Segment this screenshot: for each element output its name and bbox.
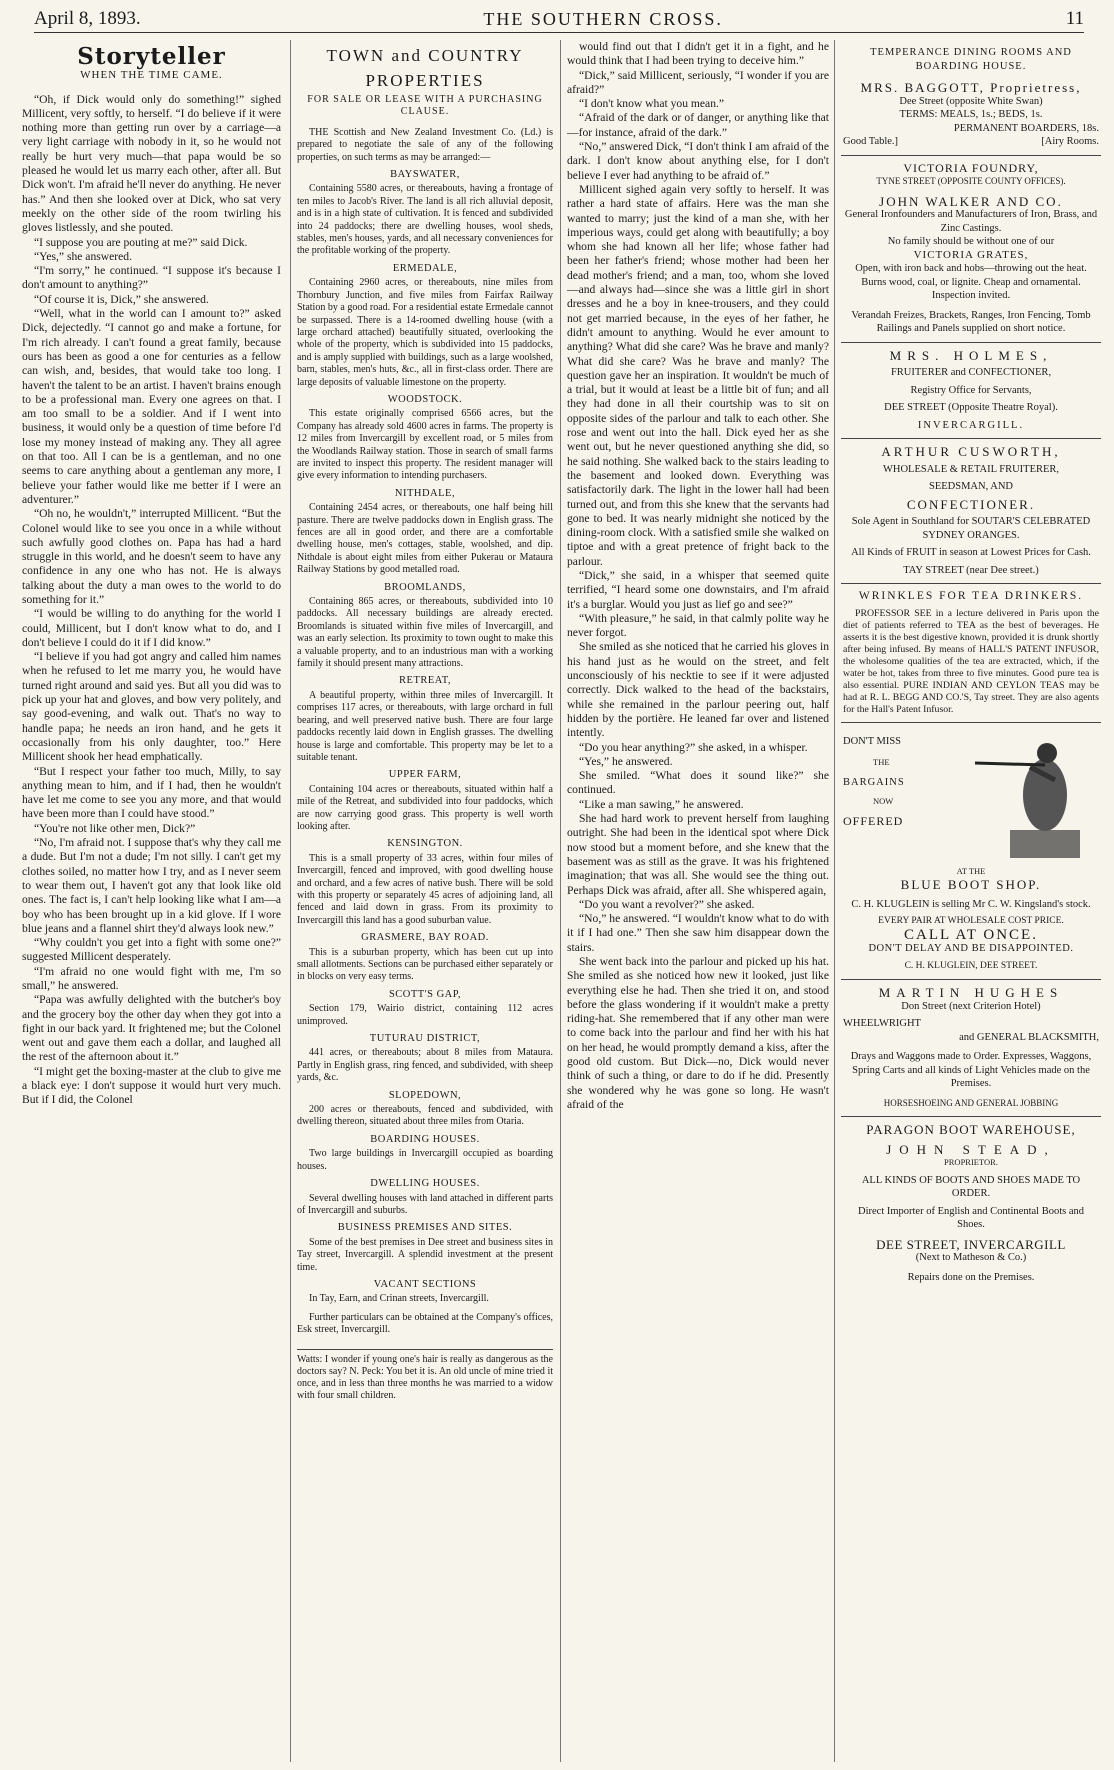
property-name: GRASMERE, BAY ROAD. <box>361 932 489 944</box>
story-paragraph: “No,” he answered. “I wouldn't know what to do with it if I had one.” Then she saw him disappear down the stairs. <box>567 912 829 954</box>
ad-hughes-addr: Don Street (next Criterion Hotel) <box>901 1000 1041 1012</box>
property-name: SLOPEDOWN, <box>388 1089 462 1101</box>
property-description: Containing 2960 acres, or thereabouts, nine miles from Thornbury Junction, and five miles from Fairfax Railway Station by a good road. For a residential estate Ermedale cannot be surpassed. There is a 14-roomed dwelling house (with a large orchard attached) beautifully situated, overlooking the whole of the property, which is subdivided into 15 paddocks, and is amply supplied with buildings, such as a large woolshed, barn, stables, men's huts, &c., all in first-class order. There are large deposits of valuable limestone on the property. <box>297 277 553 388</box>
story-paragraph: “I suppose you are pouting at me?” said Dick. <box>34 235 248 249</box>
property-description: Containing 104 acres or thereabouts, situated within half a mile of the Retreat, and subdivided into four paddocks, which are now carrying good grass. This property is well worth looking after. <box>297 783 553 832</box>
story-paragraph: “But I respect your father too much, Milly, to say anything mean to him, and if I had, then he wouldn't have let me come to see you any more, and that would have been more than I could have stood.” <box>22 764 281 821</box>
ad-cusworth-trade3: CONFECTIONER. <box>906 496 1036 512</box>
ad-blueboot-call: CALL AT ONCE. <box>904 926 1038 943</box>
story-paragraph: She smiled. “What does it sound like?” she continued. <box>567 769 829 797</box>
property-description: This is a suburban property, which has been cut up into small allotments. Sections can be purchased either separately or in blocks on very easy terms. <box>297 946 553 983</box>
story-paragraph: She had hard work to prevent herself from laughing outright. She had been in the identical spot where Dick now stood but a moment before, and she knew that the basement was as still as the grave. It was his frightened imagination; that was all. She would see the thing out. Perhaps Dick was afraid, after all. She whispered again, <box>567 812 829 897</box>
story-body <box>22 93 281 1108</box>
story-paragraph: “Do you want a revolver?” she asked. <box>579 897 755 911</box>
page-number: 11 <box>1065 8 1084 29</box>
properties-title-2: PROPERTIES <box>365 71 485 90</box>
story-paragraph: would find out that I didn't get it in a fight, and he would think that I had been trying to deceive him.” <box>567 40 829 68</box>
property-name: WOODSTOCK. <box>387 393 463 405</box>
ad-hughes-horse: HORSESHOEING AND GENERAL JOBBING <box>883 1097 1059 1108</box>
property-description: This estate originally comprised 6566 acres, but the Company has already sold 4600 acres in farms. The property is 12 miles from Invercargill by excellent road, or 5 miles from the Woodlands Railway station. Those in search of small farms are invited to inspect this property. The resident manager will give every information to intending purchasers. <box>297 408 553 482</box>
story-paragraph: “No,” answered Dick, “I don't think I am afraid of the dark. I don't know about anything else, for I don't believe I ever had anything to be afraid of.” <box>567 140 829 182</box>
story-continued-column <box>560 40 829 1762</box>
ad-temperance-address: Dee Street (opposite White Swan) <box>899 95 1043 107</box>
property-name: ERMEDALE, <box>392 262 458 274</box>
property-description: Containing 5580 acres, or thereabouts, having a frontage of ten miles to Jacob's River. The land is all rich alluvial deposit, and is in a high state of cultivation. It is fenced and subdivided into 24 paddocks; there are dwelling houses, wool sheds, stables, men's houses, yards, and all necessary conveniences for the profitable working of the property. <box>297 183 553 257</box>
ad-hughes-desc: Drays and Waggons made to Order. Expresses, Waggons, Spring Carts and all kinds of Light Vehicles made on the Premises. <box>850 1051 1092 1089</box>
property-description: Containing 2454 acres, or thereabouts, one half being hill pasture. There are twelve paddocks down in English grass. The fences are all in good order, and there are a comfortable dwelling house, men's cottages, stable, woolshed, and dip. Nithdale is about eight miles from either Pukerau or Mataura Railway Stations by good metalled road. <box>297 502 553 576</box>
property-description: In Tay, Earn, and Crinan streets, Invercargill. <box>309 1293 489 1305</box>
ad-temperance-table: Good Table.] <box>843 136 899 147</box>
ad-holmes-street: DEE STREET (Opposite Theatre Royal). <box>884 402 1058 413</box>
properties-column <box>290 40 553 1762</box>
ad-blueboot-the: THE <box>873 757 890 767</box>
story-paragraph: “I might get the boxing-master at the club to give me a black eye: I don't suppose it would hurt very much. But if I did, the Colonel <box>22 1064 281 1107</box>
property-name: BOARDING HOUSES. <box>370 1133 480 1145</box>
property-name: KENSINGTON. <box>387 838 463 850</box>
ad-temperance-terms: TERMS: MEALS, 1s.; BEDS, 1s. <box>899 109 1043 120</box>
story-paragraph: Millicent sighed again very softly to herself. It was rather a hard state of affairs. Here was the man she wanted to marry; just the kind of a man she, with her imperious ways, could get along with beautifully; a boy whom she had known all her life; whose father had been her father's friend; whose mother had been her dead mother's friend; and a man, too, whom she loved—and always had—since she was a little girl in short dresses and he a boy in knee-trousers, and they could not get married because, in the eyes of her father, he didn't amount to anything. Would he ever amount to anything? What did she care? Was he brave and manly? What did she care? Was he brave and manly? The question gave her an inspiration. It wouldn't be much of a trial, but it would at least be a little bit of fun; and all they had done in all their courtship was to sit on opposite sides of the parlour and talk to each other. She rose and went out into the hall. Dick eyed her as she went out, but he never questioned anything she did, so he said nothing. She walked back to the stairs leading to the basement and looked down. Everything was satisfactorily dark. The light in the lower hall had been turned out, and from this she knew that the servants had gone to bed. It was nearly midnight she noticed by the dining-room clock. With a satisfied smile she walked on tiptoe and with a great pretence of fright back to the parlour. <box>567 182 829 568</box>
property-description: Section 179, Wairio district, containing 112 acres unimproved. <box>297 1003 553 1027</box>
ad-hughes-trade1: WHEELWRIGHT <box>843 1018 921 1029</box>
story-paragraph: “With pleasure,” he said, in that calmly polite way he never forgot. <box>567 611 829 640</box>
ad-paragon-line2: Direct Importer of English and Continental Boots and Shoes. <box>858 1205 1084 1230</box>
ad-temperance-proprietor: MRS. BAGGOTT, Proprietress, <box>860 80 1082 95</box>
story-paragraph: “Papa was awfully delighted with the butcher's boy and the grocery boy the other day when they got into a fight in our back yard. It frightened me; but the Colonel went out and gave them each a dollar, and laughed all the rest of the afternoon about it.” <box>22 993 281 1064</box>
ad-paragon-next: (Next to Matheson & Co.) <box>915 1252 1027 1263</box>
ad-paragon <box>841 1117 1101 1290</box>
ad-blueboot-delay: DON'T DELAY AND BE DISAPPOINTED. <box>868 943 1074 954</box>
story-paragraph: “Yes,” he answered. <box>579 754 673 768</box>
story-paragraph: “Well, what in the world can I amount to?” asked Dick, dejectedly. “I cannot go and make a fortune, for I'm rich already. I can't found a great family, because ours has been as good a one for centuries as a fellow can wish, and, besides, that would take too long. I haven't the talent to be an artist. I haven't brains enough to be a professional man. Every one agrees on that. I am too small to be a soldier. And if I went into business, it would only be a question of time before I'd lose my money instead of making any. They all agree on that too. All I can be is a gentleman, and no one seems to care anything about a gentleman any more, I believe your father would like me better if I were an adventurer.” <box>22 307 281 506</box>
story-paragraph: “Dick,” she said, in a whisper that seemed quite terrified, “I heard some one downstairs, and I'm afraid it's a burglar. Would you just as lief go and see?” <box>567 568 829 611</box>
ad-blueboot-at: AT THE <box>956 865 986 876</box>
properties-title-1: TOWN and COUNTRY <box>326 46 524 65</box>
properties-intro: THE Scottish and New Zealand Investment Co. (Ld.) is prepared to negotiate the sale of any of the following properties, on such terms as may be arranged:— <box>297 126 553 163</box>
ad-blueboot-bargains: BARGAINS <box>843 776 905 788</box>
property-description: Two large buildings in Invercargill occupied as boarding houses. <box>297 1148 553 1172</box>
ad-cusworth-trade1: WHOLESALE & RETAIL FRUITERER, <box>882 463 1060 475</box>
properties-subtitle: FOR SALE OR LEASE WITH A PURCHASING CLAUSE. <box>307 94 543 118</box>
ad-holmes-registry: Registry Office for Servants, <box>910 384 1032 396</box>
story-paragraph: “Oh no, he wouldn't,” interrupted Millicent. “But the Colonel would like to see you once in a while without such awfully good clothes on. Papa has had a hard struggle in this world, and he doesn't seem to have any confidence in any one who has not. He is always talking about the duty a man owes to the world to do something for it.” <box>22 507 281 606</box>
property-name: SCOTT'S GAP, <box>388 988 462 1000</box>
ad-victoria-grates: VICTORIA GRATES, <box>913 248 1029 261</box>
ad-victoria-street: TYNE STREET (OPPOSITE COUNTY OFFICES). <box>876 176 1066 186</box>
property-name: VACANT SECTIONS <box>373 1278 477 1290</box>
ad-temperance-rooms: [Airy Rooms. <box>1041 136 1099 147</box>
story-paragraph: “Yes,” she answered. <box>34 249 132 263</box>
ad-wrinkles-title: WRINKLES FOR TEA DRINKERS. <box>858 590 1084 602</box>
ad-cusworth-agent: Sole Agent in Southland for SOUTAR'S CELEBRATED SYDNEY ORANGES. <box>851 516 1091 541</box>
ad-victoria-title: VICTORIA FOUNDRY, <box>903 160 1039 175</box>
property-description: 200 acres or thereabouts, fenced and subdivided, with dwelling thereon, situated about three miles from Otaria. <box>297 1104 553 1128</box>
property-description: 441 acres, or thereabouts; about 8 miles from Mataura. Partly in English grass, ring fenced, and subdivided, with sheep yards, &c. <box>297 1047 553 1084</box>
ad-cusworth-name: ARTHUR CUSWORTH, <box>881 444 1061 459</box>
property-name: BAYSWATER, <box>390 169 460 181</box>
ad-victoria-foundry <box>841 156 1101 343</box>
properties-outro: Further particulars can be obtained at the Company's offices, Esk street, Invercargill. <box>297 1311 553 1336</box>
property-name: UPPER FARM, <box>388 769 462 781</box>
ad-holmes <box>841 343 1101 440</box>
ad-victoria-extra: Verandah Freizes, Brackets, Ranges, Iron Fencing, Tomb Railings and Panels supplied on short notice. <box>851 309 1091 334</box>
masthead <box>34 8 1084 33</box>
ad-blueboot-now: NOW <box>873 796 894 806</box>
ad-holmes-name: MRS. HOLMES, <box>889 347 1053 363</box>
ad-paragon-line1: ALL KINDS OF BOOTS AND SHOES MADE TO ORDER. <box>861 1174 1081 1199</box>
story-paragraph: “I'm sorry,” he continued. “I suppose it's because I don't amount to anything?” <box>22 264 281 292</box>
ad-temperance-boarders: PERMANENT BOARDERS, 18s. <box>953 122 1099 134</box>
ad-victoria-note: No family should be without one of our <box>887 236 1055 247</box>
story-paragraph: “I don't know what you mean.” <box>579 97 725 111</box>
story-continued-body <box>567 40 829 1112</box>
ad-victoria-grates-desc: Open, with iron back and hobs—throwing out the heat. Burns wood, coal, or lignite. Cheap and ornamental. Inspection invited. <box>855 263 1087 301</box>
ad-blue-boot <box>841 723 1101 981</box>
story-paragraph: “Afraid of the dark or of danger, or anything like that—for instance, afraid of the dark.” <box>567 111 829 139</box>
rifleman-illustration <box>975 735 1095 860</box>
property-name: TUTURAU DISTRICT, <box>369 1033 481 1045</box>
ad-cusworth <box>841 439 1101 584</box>
story-title: WHEN THE TIME CAME. <box>80 69 223 82</box>
ad-temperance <box>841 40 1101 156</box>
ad-cusworth-fruit: All Kinds of FRUIT in season at Lowest Prices for Cash. <box>851 547 1091 558</box>
ad-hughes <box>841 980 1101 1117</box>
story-paragraph: She smiled as she noticed that he carried his gloves in his hand just as he would on the street, and felt unconsciously of his necktie to see if it were adjusted correctly. Dick walked to the head of the backstairs, while she remained in the parlour peering out, half hidden by the portière. He leaned far over and listened intently. <box>567 640 829 740</box>
story-paragraph: She went back into the parlour and picked up his hat. She smiled as she noticed how new it looked, just like everything else he had. Then she tried it on, and stood before the glass wondering if it wouldn't make a pretty riding-hat. She remembered that if any other man were to come back into the parlour and find her with his hat on her head, he would promptly demand a kiss, after the good old custom. But Dick—no, Dick would never think of such a thing, or dare to do if he did. Presently she wondered why he was gone so long. He wasn't afraid of the <box>567 955 829 1111</box>
section-heading: Storyteller <box>77 43 226 70</box>
property-name: NITHDALE, <box>394 487 456 499</box>
story-paragraph: “Do you hear anything?” she asked, in a whisper. <box>579 740 808 754</box>
ad-holmes-trade: FRUITERER and CONFECTIONER, <box>890 367 1052 378</box>
ad-paragon-title: PARAGON BOOT WAREHOUSE, <box>866 1122 1076 1137</box>
ad-blueboot-kluglein: C. H. KLUGLEIN is selling Mr C. W. Kingsland's stock. <box>851 898 1091 910</box>
ad-blueboot-shop: BLUE BOOT SHOP. <box>900 877 1042 892</box>
ad-wrinkles-body: PROFESSOR SEE in a lecture delivered in Paris upon the diet of patients referred to TEA as the best of beverages. He asserts it is the best digestive known, provided it is drunk shortly after being infused. By means of HALL'S PATENT INFUSOR, the wholesome qualities of the tea are extracted, which, if the water be hot, takes from three to five minutes. Good pure tea is also essential. PURE INDIAN AND CEYLON TEAS may be had at R. L. BEGG AND CO.'S, Tay street. They are also agents for the Hall's Patent Infusor. <box>843 607 1099 715</box>
story-paragraph: “Why couldn't you get into a fight with some one?” suggested Millicent desperately. <box>22 936 281 964</box>
story-paragraph: “You're not like other men, Dick?” <box>34 821 196 835</box>
ad-blueboot-dont: DON'T MISS <box>843 735 902 747</box>
property-description: A beautiful property, within three miles of Invercargill. It comprises 117 acres, or thereabouts, with large orchard in full bearing, and well preserved native bush. There are four large paddocks recently laid down in English grasses. The dwelling house is large and comfortable. This property may be let to a suitable tenant. <box>297 689 553 763</box>
property-description: Some of the best premises in Dee street and business sites in Tay street, Invercargill. A splendid investment at the present time. <box>297 1236 553 1273</box>
ad-wrinkles <box>841 584 1101 723</box>
footnote-joke: Watts: I wonder if young one's hair is really as dangerous as the doctors say? N. Peck: You bet it is. An old uncle of mine tried it once, and in less than three months he was married to a widow with four small children. <box>297 1349 553 1402</box>
ad-paragon-role: PROPRIETOR. <box>944 1157 998 1167</box>
ad-victoria-owner: JOHN WALKER AND CO. <box>879 193 1063 209</box>
ad-cusworth-street: TAY STREET (near Dee street.) <box>903 564 1039 576</box>
story-column <box>22 40 281 1762</box>
property-name: DWELLING HOUSES. <box>370 1178 480 1190</box>
advertisements-column <box>834 40 1101 1762</box>
ad-victoria-desc: General Ironfounders and Manufacturers of Iron, Brass, and Zinc Castings. <box>844 209 1098 234</box>
ad-paragon-name: JOHN STEAD, <box>886 1141 1056 1157</box>
property-name: BUSINESS PREMISES AND SITES. <box>337 1222 513 1234</box>
property-description: Several dwelling houses with land attached in different parts of Invercargill and suburbs. <box>297 1192 553 1216</box>
property-name: RETREAT, <box>399 675 451 687</box>
property-list <box>297 169 553 1306</box>
property-name: BROOMLANDS, <box>384 581 466 593</box>
ad-blueboot-sig: C. H. KLUGLEIN, DEE STREET. <box>904 960 1038 971</box>
story-paragraph: “I'm afraid no one would fight with me, I'm so small,” he answered. <box>22 964 281 992</box>
ad-holmes-town: INVERCARGILL. <box>917 419 1025 431</box>
property-description: Containing 865 acres, or thereabouts, subdivided into 10 paddocks. All necessary buildings are already erected. Broomlands is situated within five miles of Invercargill, and was an early selection. Its proximity to town ought to make this a valuable property, and to an industrious man with a working family it should present many attractions. <box>297 596 553 670</box>
ad-hughes-trade2: and GENERAL BLACKSMITH, <box>959 1031 1099 1043</box>
ad-hughes-name: MARTIN HUGHES <box>878 985 1064 1000</box>
issue-date: April 8, 1893. <box>34 8 141 29</box>
ad-temperance-title: TEMPERANCE DINING ROOMS AND BOARDING HOUSE. <box>870 47 1072 72</box>
story-paragraph: “Of course it is, Dick,” she answered. <box>34 292 209 306</box>
story-paragraph: “I would be willing to do anything for the world I could, Millicent, but I don't know what to do, and I don't believe I could do it if I did know.” <box>22 607 281 649</box>
ad-blueboot-every: EVERY PAIR AT WHOLESALE COST PRICE. <box>878 916 1064 926</box>
story-paragraph: “Oh, if Dick would only do something!” sighed Millicent, very softly, to herself. “I do believe if it were nothing more than getting run over by a carriage—a very light carriage with nobody in it, so he would not really be hurt very much—that papa would be so pleased he would let us marry each other, after all. But Dick won't. I'm afraid he'll never do anything. He never has.” And then she looked over at Dick, who sat very meekly on the other side of the room twirling his gloves listlessly, and she pouted. <box>22 92 281 235</box>
ad-paragon-repairs: Repairs done on the Premises. <box>907 1271 1035 1283</box>
story-paragraph: “Dick,” said Millicent, seriously, “I wonder if you are afraid?” <box>567 68 829 96</box>
story-paragraph: “Like a man sawing,” he answered. <box>579 797 744 811</box>
property-description: This is a small property of 33 acres, within four miles of Invercargill, fenced and improved, with good dwelling house and orchard, and a few acres of native bush. There will be sold with this property or separately 45 acres of adjoining land, all fenced and laid down in grass. From its proximity to Invercargill this land has a good suburban value. <box>297 852 553 926</box>
ad-paragon-street: DEE STREET, INVERCARGILL <box>876 1236 1066 1252</box>
newspaper-title: THE SOUTHERN CROSS. <box>483 8 723 29</box>
story-paragraph: “I believe if you had got angry and called him names when he refused to let me marry you, he would have turned right around and said yes. But all you did was to pick up your hat and gloves, and bow very politely, and say good-evening, and walk out. That's no way to handle papa; he needs an iron hand, and he gets it occasionally from his only daughter, too.” Here Millicent shook her head emphatically. <box>22 650 281 764</box>
ad-blueboot-offered: OFFERED <box>843 813 904 828</box>
story-paragraph: “No, I'm afraid not. I suppose that's why they call me a dude. But I'm not a dude; I'm not silly. I can't get my clothes soiled, no matter how I try, and as I never seem to wear them out, I haven't got any that look like old ones. The fact is, I can't help looking like what I am—a boy who has been brought up in a kid glove. If I wore blue jeans and a flannel shirt they'd always look new.” <box>22 836 281 935</box>
ad-cusworth-trade2: SEEDSMAN, AND <box>928 481 1013 492</box>
blue-boot-figure <box>843 735 1099 865</box>
